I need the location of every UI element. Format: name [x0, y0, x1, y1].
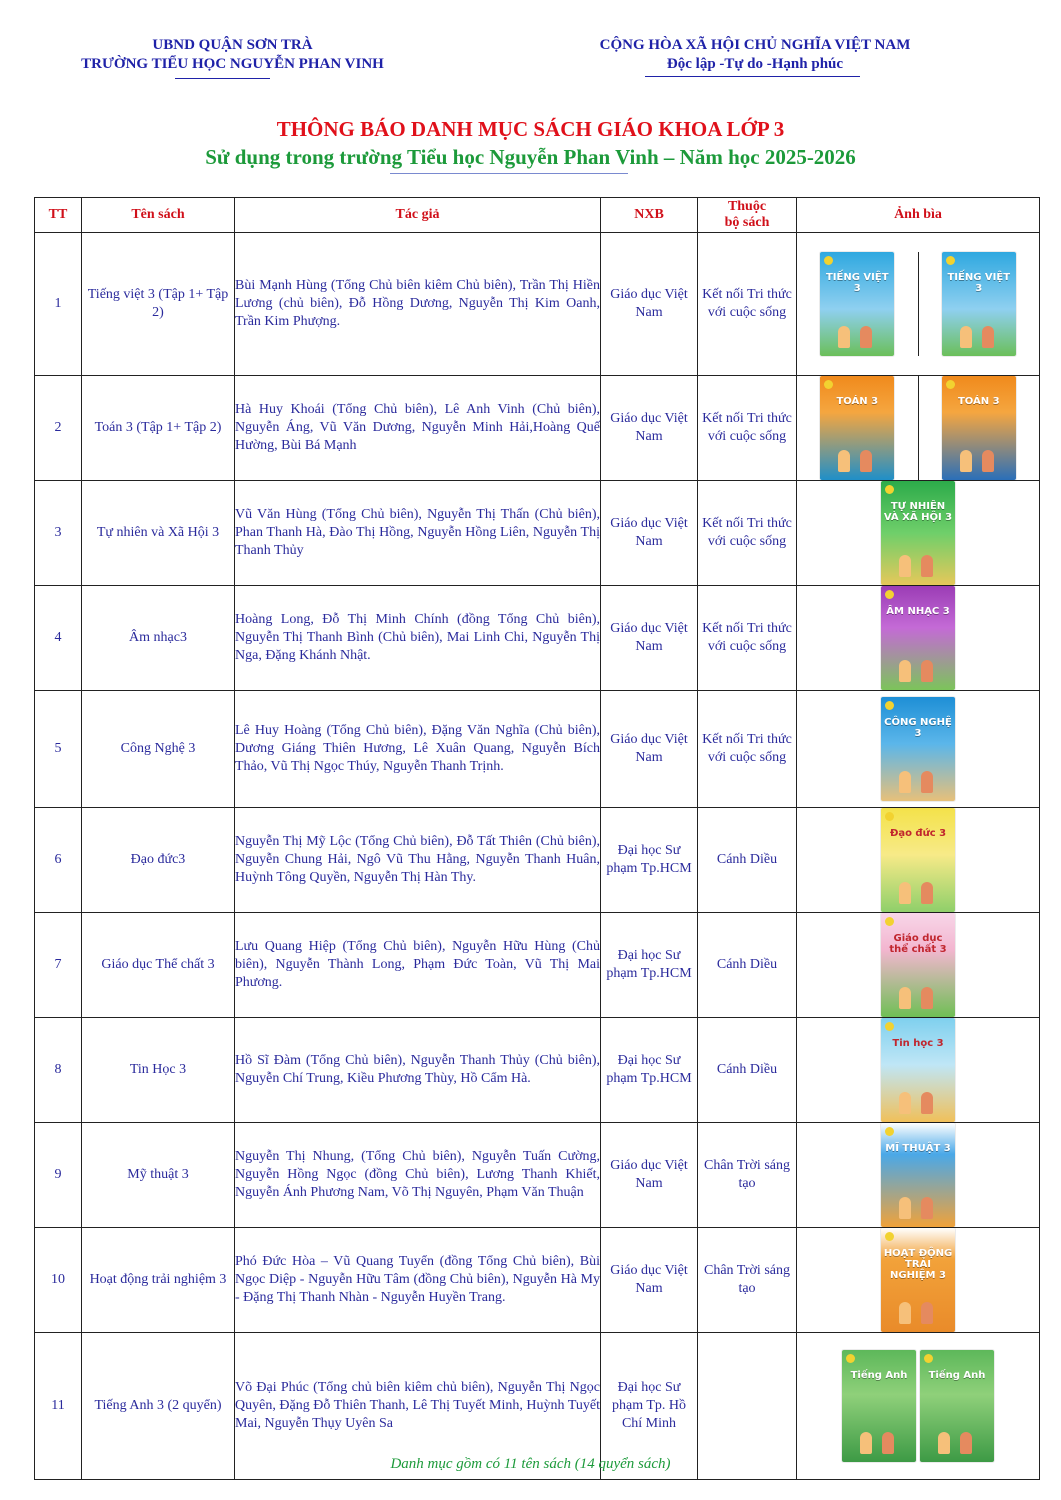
- table-row: [35, 1228, 1040, 1333]
- cover-title: Tin học 3: [892, 1038, 944, 1049]
- book-cover-image: [820, 376, 894, 480]
- cover-images: [797, 697, 1039, 801]
- book-series: Kết nối Tri thức với cuộc sống: [698, 691, 797, 808]
- book-series: Cánh Diều: [698, 1018, 797, 1123]
- book-series: Chân Trời sáng tạo: [698, 1228, 797, 1333]
- cover-illustration-child: [838, 450, 850, 472]
- book-publisher: Đại học Sư phạm Tp. Hồ Chí Minh: [601, 1333, 698, 1480]
- cover-title: Tiếng Anh: [928, 1370, 986, 1381]
- book-publisher: Đại học Sư phạm Tp.HCM: [601, 808, 698, 913]
- book-name: Toán 3 (Tập 1+ Tập 2): [82, 376, 235, 481]
- col-header-publisher: NXB: [601, 198, 698, 233]
- school-name: TRƯỜNG TIỂU HỌC NGUYỄN PHAN VINH: [81, 56, 384, 72]
- cover-slot: [918, 376, 1040, 480]
- book-cover-image: [942, 252, 1016, 356]
- cover-images: [797, 1123, 1039, 1227]
- publisher-logo-icon: [885, 701, 894, 710]
- publisher-logo-icon: [924, 1354, 933, 1363]
- book-name: Giáo dục Thể chất 3: [82, 913, 235, 1018]
- cover-images: [797, 808, 1039, 912]
- book-publisher: Đại học Sư phạm Tp.HCM: [601, 913, 698, 1018]
- table-row: [35, 913, 1040, 1018]
- row-number: 7: [35, 913, 82, 1018]
- district-name: UBND QUẬN SƠN TRÀ: [152, 37, 313, 53]
- book-series: Chân Trời sáng tạo: [698, 1123, 797, 1228]
- cover-illustration-child: [860, 450, 872, 472]
- cover-illustration-child: [921, 771, 933, 793]
- publisher-logo-icon: [885, 917, 894, 926]
- book-cover-cell: [797, 233, 1040, 376]
- col-header-cover: Ảnh bìa: [797, 198, 1040, 233]
- row-number: 2: [35, 376, 82, 481]
- table-row: [35, 481, 1040, 586]
- publisher-logo-icon: [946, 380, 955, 389]
- row-number: 3: [35, 481, 82, 586]
- book-cover-cell: [797, 1018, 1040, 1123]
- cover-images: [797, 1350, 1039, 1462]
- cover-images: [797, 913, 1039, 1017]
- cover-illustration-child: [960, 450, 972, 472]
- book-name: Mỹ thuật 3: [82, 1123, 235, 1228]
- cover-images: [797, 1018, 1039, 1122]
- cover-illustration-child: [899, 1302, 911, 1324]
- book-authors: Lê Huy Hoàng (Tổng Chủ biên), Đặng Văn Nghĩa (Chủ biên), Dương Giáng Thiên Hương, Lê Xuân Quang, Nguyễn Bích Thảo, Vũ Thị Ngọc Thúy, Nguyễn Thanh Trịnh.: [235, 691, 601, 808]
- cover-illustration-child: [921, 555, 933, 577]
- book-authors: Nguyễn Thị Mỹ Lộc (Tổng Chủ biên), Đỗ Tất Thiên (Chủ biên), Nguyễn Chung Hải, Ngô Vũ Thu Hằng, Nguyễn Thanh Huân, Huỳnh Tông Quyền, Nguyễn Thị Hàn Thy.: [235, 808, 601, 913]
- book-cover-image: [842, 1350, 916, 1462]
- page-title: THÔNG BÁO DANH MỤC SÁCH GIÁO KHOA LỚP 3: [276, 117, 785, 141]
- col-header-series-line1: Thuộc: [727, 199, 767, 214]
- book-series: Kết nối Tri thức với cuộc sống: [698, 233, 797, 376]
- cover-illustration-child: [882, 1432, 894, 1454]
- footer-note: Danh mục gồm có 11 tên sách (14 quyển sách): [390, 1456, 671, 1472]
- book-cover-image: [881, 586, 955, 690]
- book-publisher: Giáo dục Việt Nam: [601, 376, 698, 481]
- book-publisher: Giáo dục Việt Nam: [601, 233, 698, 376]
- cover-illustration-child: [938, 1432, 950, 1454]
- textbook-table: [34, 197, 1040, 1480]
- book-cover-image: [820, 252, 894, 356]
- publisher-logo-icon: [885, 1127, 894, 1136]
- book-authors: Hồ Sĩ Đàm (Tổng Chủ biên), Nguyễn Thanh Thủy (Chủ biên), Nguyễn Chí Trung, Kiều Phương Thùy, Hồ Cẩm Hà.: [235, 1018, 601, 1123]
- book-authors: Hoàng Long, Đỗ Thị Minh Chính (đồng Tổng Chủ biên), Nguyễn Thị Thanh Bình (Chủ biên), Mai Linh Chi, Nguyễn Thị Nga, Đặng Khánh Nhật.: [235, 586, 601, 691]
- cover-illustration-child: [982, 450, 994, 472]
- publisher-logo-icon: [824, 380, 833, 389]
- book-authors: Lưu Quang Hiệp (Tổng Chủ biên), Nguyễn Hữu Hùng (Chủ biên), Nguyễn Thành Long, Phạm Đức Toàn, Vũ Thị Mai Phương.: [235, 913, 601, 1018]
- cover-slot: [797, 376, 918, 480]
- book-name: Công Nghệ 3: [82, 691, 235, 808]
- national-header: [545, 36, 965, 74]
- book-publisher: Giáo dục Việt Nam: [601, 481, 698, 586]
- book-publisher: Giáo dục Việt Nam: [601, 586, 698, 691]
- cover-title: MĨ THUẬT 3: [885, 1143, 951, 1154]
- book-series: Kết nối Tri thức với cuộc sống: [698, 481, 797, 586]
- cover-illustration-child: [921, 660, 933, 682]
- national-motto: Độc lập -Tự do -Hạnh phúc: [666, 56, 844, 72]
- book-cover-image: [881, 1123, 955, 1227]
- cover-title: Tiếng Anh: [850, 1370, 908, 1381]
- table-row: [35, 1123, 1040, 1228]
- book-publisher: Giáo dục Việt Nam: [601, 1228, 698, 1333]
- cover-illustration-child: [921, 1302, 933, 1324]
- cover-title: HOẠT ĐỘNG TRẢI NGHIỆM 3: [883, 1248, 953, 1281]
- cover-title: ÂM NHẠC 3: [886, 606, 950, 617]
- row-number: 4: [35, 586, 82, 691]
- cover-title: TOÁN 3: [836, 396, 879, 407]
- book-authors: Vũ Văn Hùng (Tổng Chủ biên), Nguyễn Thị Thấn (Chủ biên), Phan Thanh Hà, Đào Thị Hồng, Nguyễn Hồng Liên, Nguyễn Thị Thanh Thủy: [235, 481, 601, 586]
- book-cover-image: [881, 808, 955, 912]
- cover-title: TỰ NHIÊN VÀ XÃ HỘI 3: [883, 501, 953, 523]
- row-number: 6: [35, 808, 82, 913]
- book-publisher: Giáo dục Việt Nam: [601, 691, 698, 808]
- col-header-tt: TT: [35, 198, 82, 233]
- book-name: Âm nhạc3: [82, 586, 235, 691]
- cover-title: TOÁN 3: [957, 396, 1000, 407]
- cover-images: [797, 586, 1039, 690]
- row-number: 5: [35, 691, 82, 808]
- book-series: Cánh Diều: [698, 808, 797, 913]
- cover-illustration-child: [982, 326, 994, 348]
- cover-illustration-child: [921, 1092, 933, 1114]
- school-header-rule: [175, 78, 270, 79]
- book-name: Tin Học 3: [82, 1018, 235, 1123]
- book-authors: Phó Đức Hòa – Vũ Quang Tuyển (đồng Tổng Chủ biên), Bùi Ngọc Diệp - Nguyễn Hữu Tâm (đồng Chủ biên), Nguyễn Hà My - Đặng Thị Thanh Nhàn - Nguyễn Huyền Trang.: [235, 1228, 601, 1333]
- cover-images: [797, 1228, 1039, 1332]
- cover-title: TIẾNG VIỆT 3: [825, 272, 889, 294]
- publisher-logo-icon: [885, 812, 894, 821]
- row-number: 9: [35, 1123, 82, 1228]
- cover-illustration-child: [960, 1432, 972, 1454]
- book-authors: Hà Huy Khoái (Tổng Chủ biên), Lê Anh Vinh (Chủ biên), Nguyễn Áng, Vũ Văn Dương, Nguyễn Minh Hải,Hoàng Quế Hường, Bùi Bá Mạnh: [235, 376, 601, 481]
- cover-title: CÔNG NGHỆ 3: [884, 717, 952, 739]
- cover-illustration-child: [921, 987, 933, 1009]
- book-authors: Nguyễn Thị Nhung, (Tổng Chủ biên), Nguyễn Tuấn Cường, Nguyễn Hồng Ngọc (đồng Chủ biên), Lương Thanh Khiết, Nguyễn Ánh Phương Nam, Võ Thị Nguyên, Phạm Văn Thuận: [235, 1123, 601, 1228]
- cover-illustration-child: [899, 660, 911, 682]
- subtitle-rule: [390, 173, 628, 174]
- table-row: [35, 808, 1040, 913]
- publisher-logo-icon: [885, 1232, 894, 1241]
- cover-illustration-child: [899, 771, 911, 793]
- table-row: [35, 586, 1040, 691]
- publisher-logo-icon: [846, 1354, 855, 1363]
- row-number: 10: [35, 1228, 82, 1333]
- book-name: Tiếng việt 3 (Tập 1+ Tập 2): [82, 233, 235, 376]
- table-row: [35, 691, 1040, 808]
- book-cover-image: [920, 1350, 994, 1462]
- publisher-logo-icon: [885, 485, 894, 494]
- publisher-logo-icon: [885, 590, 894, 599]
- row-number: 8: [35, 1018, 82, 1123]
- row-number: 1: [35, 233, 82, 376]
- book-cover-image: [881, 481, 955, 585]
- book-name: Đạo đức3: [82, 808, 235, 913]
- book-name: Hoạt động trải nghiệm 3: [82, 1228, 235, 1333]
- book-cover-cell: [797, 1228, 1040, 1333]
- book-series: Kết nối Tri thức với cuộc sống: [698, 376, 797, 481]
- cover-illustration-child: [899, 1092, 911, 1114]
- book-cover-cell: [797, 481, 1040, 586]
- book-cover-image: [881, 1228, 955, 1332]
- book-cover-image: [881, 913, 955, 1017]
- col-header-name: Tên sách: [82, 198, 235, 233]
- book-cover-cell: [797, 808, 1040, 913]
- book-cover-cell: [797, 913, 1040, 1018]
- cover-images: [797, 252, 1039, 356]
- book-cover-image: [881, 697, 955, 801]
- cover-illustration-child: [899, 882, 911, 904]
- page-subtitle: Sử dụng trong trường Tiểu học Nguyễn Phan Vinh – Năm học 2025-2026: [205, 145, 856, 169]
- cover-illustration-child: [838, 326, 850, 348]
- cover-title: TIẾNG VIỆT 3: [947, 272, 1011, 294]
- publisher-logo-icon: [946, 256, 955, 265]
- cover-slot: [918, 252, 1040, 356]
- book-name: Tiếng Anh 3 (2 quyển): [82, 1333, 235, 1480]
- cover-images: [797, 376, 1039, 480]
- cover-title: Đạo đức 3: [889, 828, 947, 839]
- cover-illustration-child: [899, 555, 911, 577]
- book-cover-cell: [797, 691, 1040, 808]
- col-header-authors: Tác giả: [235, 198, 601, 233]
- book-cover-cell: [797, 376, 1040, 481]
- school-header: [60, 36, 405, 74]
- col-header-series-line2: bộ sách: [724, 215, 770, 230]
- book-cover-image: [942, 376, 1016, 480]
- row-number: 11: [35, 1333, 82, 1480]
- cover-title: Giáo dục thể chất 3: [889, 933, 947, 955]
- national-title: CỘNG HÒA XÃ HỘI CHỦ NGHĨA VIỆT NAM: [599, 37, 911, 53]
- table-row: [35, 233, 1040, 376]
- cover-illustration-child: [899, 1197, 911, 1219]
- book-series: Kết nối Tri thức với cuộc sống: [698, 586, 797, 691]
- cover-illustration-child: [860, 326, 872, 348]
- table-header-row: [35, 198, 1040, 233]
- cover-slot: [797, 252, 918, 356]
- national-motto-rule: [645, 76, 860, 77]
- publisher-logo-icon: [824, 256, 833, 265]
- cover-images: [797, 481, 1039, 585]
- publisher-logo-icon: [885, 1022, 894, 1031]
- cover-illustration-child: [899, 987, 911, 1009]
- book-cover-image: [881, 1018, 955, 1122]
- book-authors: Bùi Mạnh Hùng (Tổng Chủ biên kiêm Chủ biên), Trần Thị Hiền Lương (chủ biên), Đỗ Hồng Dương, Nguyễn Thị Kim Oanh, Trần Kim Phượng.: [235, 233, 601, 376]
- book-series: Cánh Diều: [698, 913, 797, 1018]
- book-authors: Võ Đại Phúc (Tổng chủ biên kiêm chủ biên), Nguyễn Thị Ngọc Quyên, Đặng Đỗ Thiên Thanh, Lê Thị Tuyết Minh, Huỳnh Tuyết Mai, Nguyễn Thụy Uyên Sa: [235, 1333, 601, 1480]
- book-publisher: Đại học Sư phạm Tp.HCM: [601, 1018, 698, 1123]
- book-name: Tự nhiên và Xã Hội 3: [82, 481, 235, 586]
- table-row: [35, 1018, 1040, 1123]
- col-header-series: [698, 198, 797, 233]
- book-publisher: Giáo dục Việt Nam: [601, 1123, 698, 1228]
- book-cover-cell: [797, 1123, 1040, 1228]
- book-cover-cell: [797, 586, 1040, 691]
- cover-illustration-child: [960, 326, 972, 348]
- table-row: [35, 376, 1040, 481]
- cover-illustration-child: [921, 1197, 933, 1219]
- cover-illustration-child: [921, 882, 933, 904]
- cover-illustration-child: [860, 1432, 872, 1454]
